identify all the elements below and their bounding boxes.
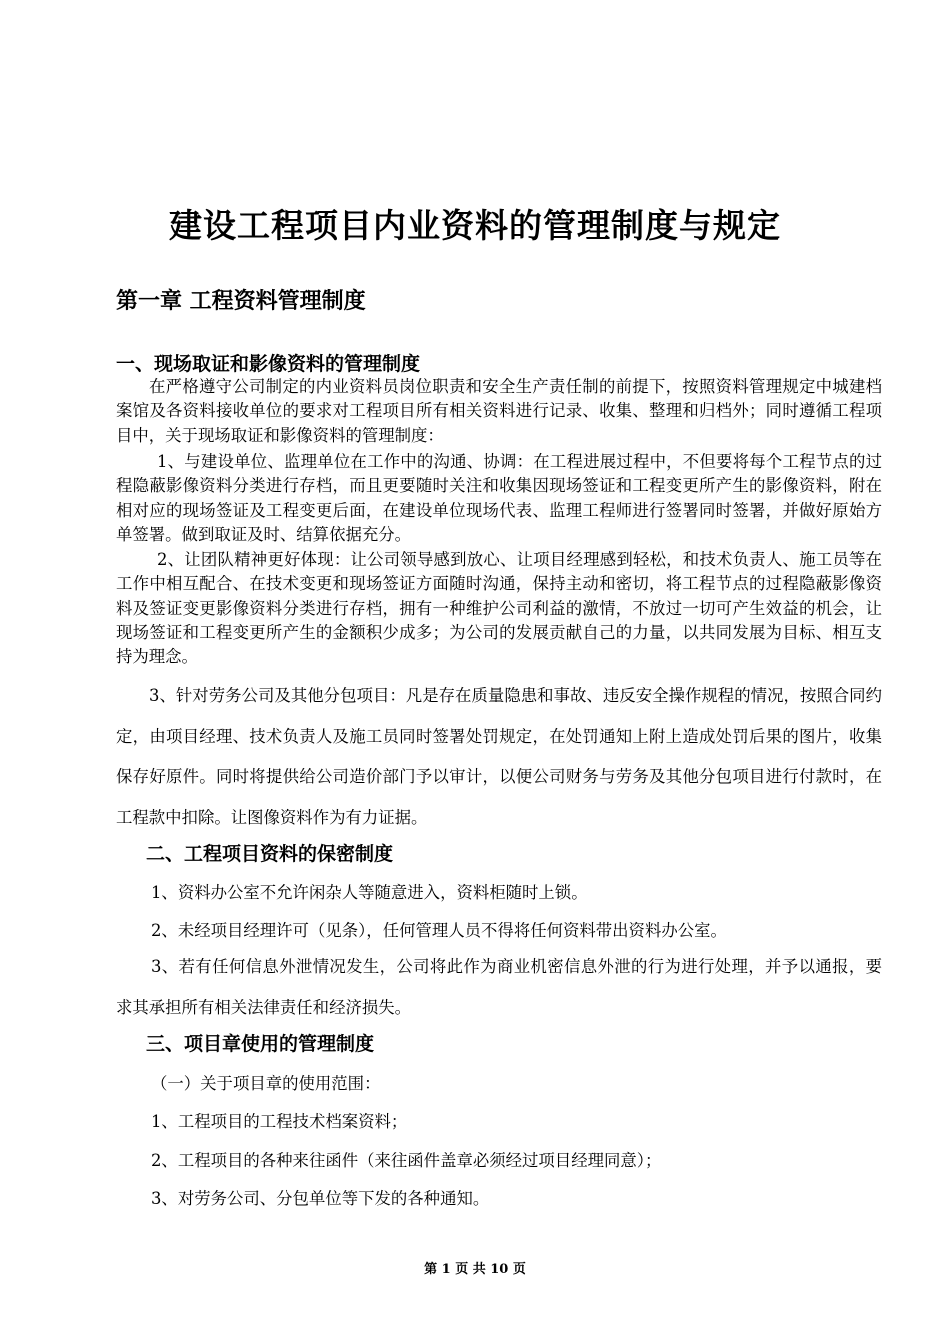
section3-item-3: 3、对劳务公司、分包单位等下发的各种通知。 (151, 1189, 490, 1208)
page-footer: 第 1 页 共 10 页 (424, 1262, 526, 1277)
section2-item-1: 1、资料办公室不允许闲杂人等随意进入，资料柜随时上锁。 (151, 883, 588, 902)
section3-subheading: （一）关于项目章的使用范围： (151, 1074, 381, 1093)
section1-item-2: 2、让团队精神更好体现：让公司领导感到放心、让项目经理感到轻松，和技术负责人、施工员等在工作中相互配合、在技术变更和现场签证方面随时沟通，保持主动和密切，将工程节点的过程隐蔽影像资料及签证变更影像资料分类进行存档，拥有一种维护公司利益的激情，不放过一切可产生效益的机会，让现场签证和工程变更所产生的金额积少成多；为公司的发展贡献自己的力量，以共同发展为目标、相互支持为理念。 (116, 550, 882, 667)
section1-intro: 在严格遵守公司制定的内业资料员岗位职责和安全生产责任制的前提下，按照资料管理规定中城建档案馆及各资料接收单位的要求对工程项目所有相关资料进行记录、收集、整理和归档外；同时遵循工程项目中，关于现场取证和影像资料的管理制度： (116, 377, 882, 445)
chapter-title: 第一章 工程资料管理制度 (116, 289, 366, 314)
section1-item-3: 3、针对劳务公司及其他分包项目：凡是存在质量隐患和事故、违反安全操作规程的情况，按照合同约定，由项目经理、技术负责人及施工员同时签署处罚规定，在处罚通知上附上造成处罚后果的图片，收集保存好原件。同时将提供给公司造价部门予以审计，以便公司财务与劳务及其他分包项目进行付款时，在工程款中扣除。让图像资料作为有力证据。 (116, 686, 882, 827)
section1-item-1: 1、与建设单位、监理单位在工作中的沟通、协调：在工程进展过程中，不但要将每个工程节点的过程隐蔽影像资料分类进行存档，而且更要随时关注和收集因现场签证和工程变更所产生的影像资料，附在相对应的现场签证及工程变更后面，在建设单位现场代表、监理工程师进行签署同时签署，并做好原始方单签署。做到取证及时、结算依据充分。 (116, 452, 882, 544)
section3-item-2: 2、工程项目的各种来往函件（来往函件盖章必须经过项目经理同意）； (151, 1151, 662, 1170)
document-title: 建设工程项目内业资料的管理制度与规定 (169, 206, 781, 245)
section-heading-2: 二、工程项目资料的保密制度 (146, 843, 394, 865)
section2-item-3: 3、若有任何信息外泄情况发生，公司将此作为商业机密信息外泄的行为进行处理，并予以通报，要求其承担所有相关法律责任和经济损失。 (116, 957, 882, 1017)
section-heading-3: 三、项目章使用的管理制度 (146, 1033, 375, 1055)
section3-item-1: 1、工程项目的工程技术档案资料； (151, 1112, 408, 1131)
section-heading-1: 一、现场取证和影像资料的管理制度 (116, 353, 421, 375)
section2-item-2: 2、未经项目经理许可（见条），任何管理人员不得将任何资料带出资料办公室。 (151, 921, 727, 940)
